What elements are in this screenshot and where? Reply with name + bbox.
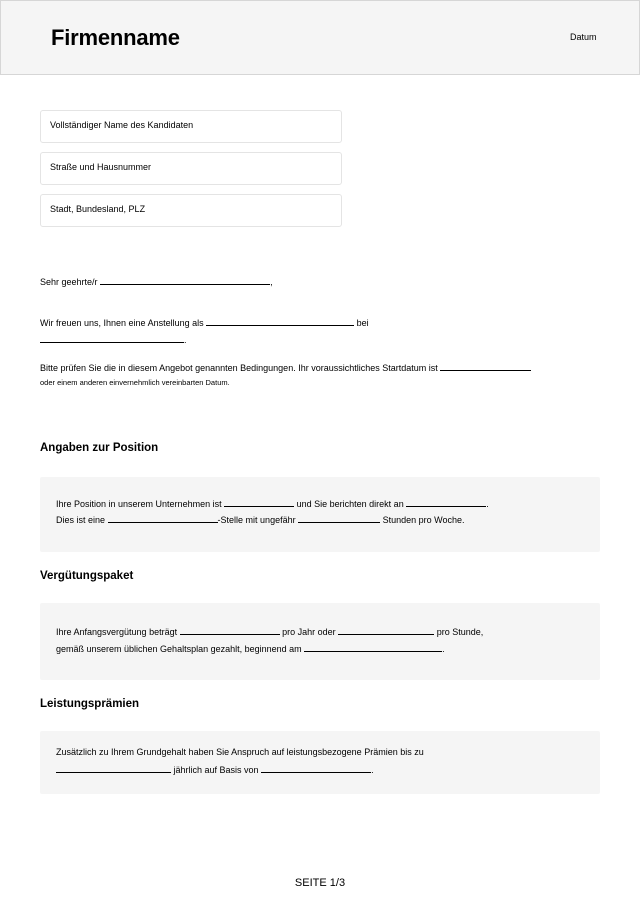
date-label: Datum — [570, 32, 597, 42]
candidate-name-label: Vollständiger Name des Kandidaten — [50, 120, 194, 130]
position-line-1 — [56, 498, 489, 509]
offer-line — [40, 317, 369, 328]
compensation-text-a: Ihre Anfangsvergütung beträgt — [56, 627, 178, 637]
compensation-text-d: gemäß unserem üblichen Gehaltsplan gezahlt, beginnend am — [56, 644, 302, 654]
bonus-line-1: Zusätzlich zu Ihrem Grundgehalt haben Sie Anspruch auf leistungsbezogene Prämien bis zu — [56, 747, 424, 757]
job-title-blank[interactable] — [206, 317, 354, 326]
annual-salary-blank[interactable] — [180, 626, 280, 635]
salutation-line — [40, 276, 273, 287]
recipient-blank[interactable] — [100, 276, 270, 285]
position-text-d: -Stelle mit ungefähr — [217, 515, 296, 525]
terms-line — [40, 362, 531, 373]
company-blank[interactable] — [40, 334, 184, 343]
street-field[interactable] — [40, 152, 342, 185]
position-heading: Angaben zur Position — [40, 442, 159, 454]
hourly-rate-blank[interactable] — [338, 626, 434, 635]
position-panel — [40, 477, 600, 552]
position-text-b: und Sie berichten direkt an — [296, 499, 404, 509]
salutation-text: Sehr geehrte/r — [40, 277, 98, 287]
bonus-line-2 — [56, 764, 374, 775]
terms-text: Bitte prüfen Sie die in diesem Angebot genannten Bedingungen. Ihr voraussichtliches Startdatum ist — [40, 363, 438, 373]
position-text-a: Ihre Position in unserem Unternehmen ist — [56, 499, 222, 509]
compensation-text-b: pro Jahr oder — [282, 627, 336, 637]
bonus-period: . — [371, 765, 374, 775]
compensation-line-2 — [56, 643, 445, 654]
letter-header — [0, 0, 640, 75]
offer-bei: bei — [356, 318, 369, 328]
offer-line-2 — [40, 334, 187, 345]
compensation-heading: Vergütungspaket — [40, 570, 134, 582]
candidate-name-field[interactable] — [40, 110, 342, 143]
bonus-basis-blank[interactable] — [261, 764, 371, 773]
page-number: SEITE 1/3 — [294, 877, 346, 889]
compensation-period: . — [442, 644, 445, 654]
offer-period: . — [184, 335, 187, 345]
city-field[interactable] — [40, 194, 342, 227]
bonus-heading: Leistungsprämien — [40, 698, 140, 710]
compensation-panel — [40, 603, 600, 680]
terms-small-text: oder einem anderen einvernehmlich vereinbarten Datum. — [40, 378, 230, 387]
position-text-c: Dies ist eine — [56, 515, 106, 525]
employment-type-blank[interactable] — [108, 514, 218, 523]
bonus-amount-blank[interactable] — [56, 764, 171, 773]
salutation-comma: , — [270, 277, 273, 287]
hours-blank[interactable] — [298, 514, 380, 523]
compensation-line-1 — [56, 626, 483, 637]
position-text-e: Stunden pro Woche. — [382, 515, 465, 525]
company-name: Firmenname — [51, 25, 180, 50]
compensation-text-c: pro Stunde, — [436, 627, 484, 637]
position-title-blank[interactable] — [224, 498, 294, 507]
supervisor-blank[interactable] — [406, 498, 486, 507]
bonus-text-a: jährlich auf Basis von — [173, 765, 259, 775]
position-period: . — [486, 499, 489, 509]
city-label: Stadt, Bundesland, PLZ — [50, 204, 146, 214]
offer-text: Wir freuen uns, Ihnen eine Anstellung als — [40, 318, 204, 328]
start-date-blank[interactable] — [440, 362, 531, 371]
pay-start-date-blank[interactable] — [304, 643, 442, 652]
street-label: Straße und Hausnummer — [50, 162, 152, 172]
position-line-2 — [56, 514, 465, 525]
bonus-panel — [40, 731, 600, 794]
